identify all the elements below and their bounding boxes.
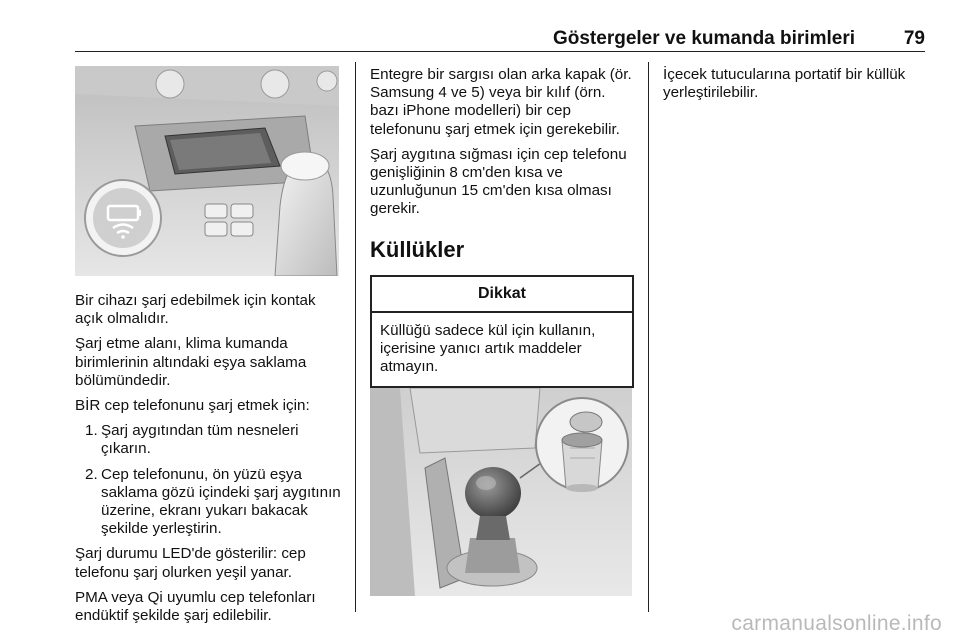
page-number: 79: [903, 28, 925, 49]
left-column: [75, 292, 347, 632]
paragraph: Şarj aygıtına sığması için cep telefonu genişliğinin 8 cm'den kısa ve uzunluğunun 15 cm'den kısa olması gerekir.: [370, 145, 627, 218]
paragraph: İçecek tutucularına portatif bir küllük yerleştirilebilir.: [663, 66, 906, 102]
watermark: carmanualsonline.info: [731, 612, 942, 635]
paragraph: Entegre bir sargısı olan arka kapak (ör. Samsung 4 ve 5) veya bir kılıf (örn. bazı iPhone modelleri) bir cep telefonunu şarj etmek için gerekebilir.: [370, 66, 632, 138]
paragraph: Bir cihazı şarj edebilmek için kontak açık olmalıdır.: [75, 292, 316, 328]
column-divider-1: [355, 62, 356, 612]
page-header: [75, 22, 925, 52]
column-divider-2: [648, 62, 649, 612]
header-rule: [75, 51, 925, 52]
paragraph: Şarj durumu LED'de gösterilir: cep telefonu şarj olurken yeşil yanar.: [75, 545, 306, 581]
notice-box: [370, 275, 634, 389]
middle-column: [370, 66, 634, 388]
ashtray-figure: [370, 388, 632, 596]
wireless-charging-illustration: [75, 66, 339, 276]
paragraph: BİR cep telefonunu şarj etmek için:: [75, 397, 310, 415]
ashtray-illustration: [370, 388, 632, 596]
section-heading: Küllükler: [370, 236, 465, 262]
header-title: Göstergeler ve kumanda birimleri: [552, 28, 855, 49]
notice-body: Küllüğü sadece kül için kullanın, içerisine yanıcı artık maddeler atmayın.: [380, 321, 596, 376]
wireless-charging-figure: [75, 66, 339, 276]
list-item: 2. Cep telefonunu, ön yüzü eşya saklama gözü içindeki şarj aygıtının üzerine, ekranı yukarı bakacak şekilde yerleştirin.: [85, 465, 341, 538]
list-item: 1. Şarj aygıtından tüm nesneleri çıkarın.: [85, 422, 299, 458]
steps-list: [75, 422, 347, 538]
paragraph: Şarj etme alanı, klima kumanda birimlerinin altındaki eşya saklama bölümündedir.: [75, 335, 307, 389]
notice-title: Dikkat: [372, 277, 632, 313]
paragraph: PMA veya Qi uyumlu cep telefonları endüktif şekilde şarj edilebilir.: [75, 588, 316, 625]
right-column: [663, 66, 927, 109]
